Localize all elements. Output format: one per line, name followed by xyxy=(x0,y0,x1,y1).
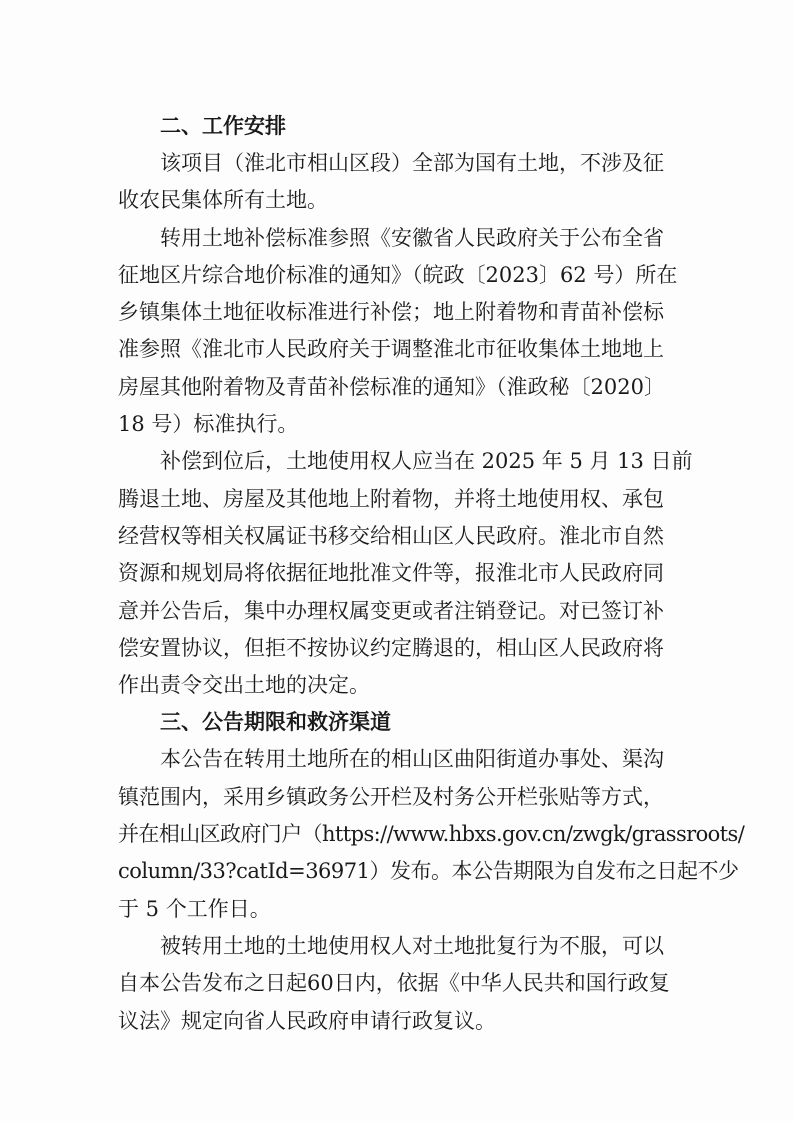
text-line: 作出责令交出土地的决定。 xyxy=(118,673,370,698)
text-line: 并在相山区政府门户（https://www.hbxs.gov.cn/zwgk/grassroots/ xyxy=(118,822,745,847)
text-line: 腾退土地、房屋及其他地上附着物，并将土地使用权、承包 xyxy=(118,486,664,511)
text-line: 被转用土地的土地使用权人对土地批复行为不服，可以 xyxy=(160,933,664,958)
text-line: 该项目（淮北市相山区段）全部为国有土地，不涉及征 xyxy=(160,151,664,175)
text-line: 资源和规划局将依据征地批准文件等，报淮北市人民政府同 xyxy=(118,561,664,586)
text-line: 自本公告发布之日起60日内，依据《中华人民共和国行政复 xyxy=(118,971,670,996)
text-line: 征地区片综合地价标准的通知》（皖政〔2023〕62 号）所在 xyxy=(118,262,678,287)
paragraph xyxy=(118,741,745,927)
section-heading: 三、公告期限和救济渠道 xyxy=(160,710,391,735)
text-line: 补偿到位后，土地使用权人应当在 2025 年 5 月 13 日前 xyxy=(160,449,693,474)
text-line: 乡镇集体土地征收标准进行补偿；地上附着物和青苗补偿标 xyxy=(118,300,664,325)
text-line: 准参照《淮北市人民政府关于调整淮北市征收集体土地地上 xyxy=(118,337,664,362)
text-line: 转用土地补偿标准参照《安徽省人民政府关于公布全省 xyxy=(160,225,664,250)
text-line: 镇范围内，采用乡镇政务公开栏及村务公开栏张贴等方式， xyxy=(118,784,664,809)
document-body xyxy=(118,108,745,1040)
text-line: 收农民集体所有土地。 xyxy=(118,188,328,213)
section-notice-period-remedy xyxy=(118,704,745,1039)
text-line: 房屋其他附着物及青苗补偿标准的通知》（淮政秘〔2020〕 xyxy=(118,374,665,399)
text-line: 于 5 个工作日。 xyxy=(118,896,271,921)
text-line: 本公告在转用土地所在的相山区曲阳街道办事处、渠沟 xyxy=(160,747,664,772)
section-heading: 二、工作安排 xyxy=(160,114,286,138)
text-line: 议法》规定向省人民政府申请行政复议。 xyxy=(118,1008,496,1033)
paragraph xyxy=(118,928,693,1040)
paragraph xyxy=(118,443,693,704)
text-line: 18 号）标准执行。 xyxy=(118,412,299,437)
text-line: 偿安置协议，但拒不按协议约定腾退的，相山区人民政府将 xyxy=(118,635,664,660)
paragraph xyxy=(118,220,693,444)
text-line: column/33?catId=36971）发布。本公告期限为自发布之日起不少 xyxy=(118,859,739,884)
paragraph xyxy=(118,145,693,220)
section-work-arrangement xyxy=(118,108,693,704)
text-line: 意并公告后，集中办理权属变更或者注销登记。对已签订补 xyxy=(118,598,664,623)
text-line: 经营权等相关权属证书移交给相山区人民政府。淮北市自然 xyxy=(118,523,664,548)
